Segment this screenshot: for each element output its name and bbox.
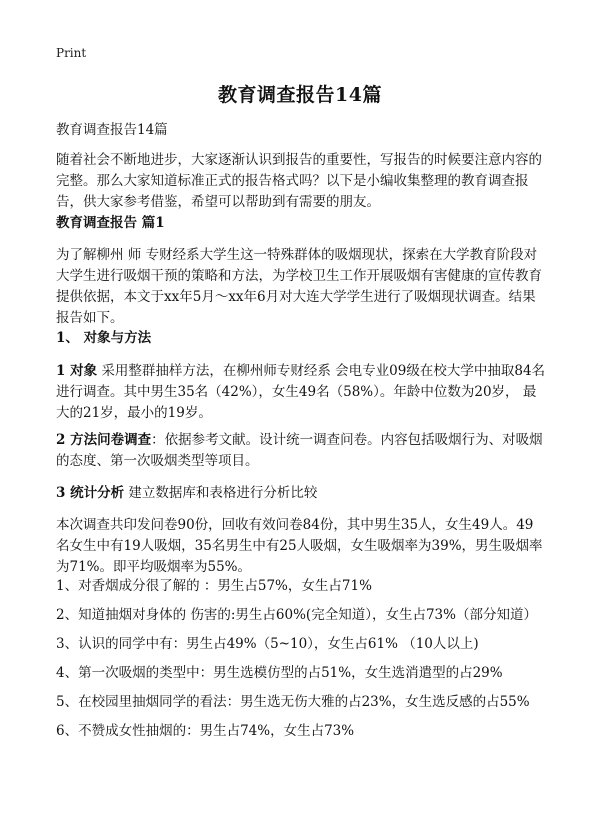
survey-text: ：依据参考文献。设计统一调查问卷。内容包括吸烟行为、对吸烟的态度、第一次吸烟类型等项目。 [56,432,543,469]
body-paragraph-1 [56,245,546,329]
statistics-paragraph [56,483,546,504]
result-list [56,576,556,750]
statistics-text: 建立数据库和表格进行分析比较 [124,485,318,501]
intro-text: 随着社会不断地进步，大家逐渐认识到报告的重要性，写报告的时候要注意内容的完整。那么大家知道标准正式的报告格式吗？以下是小编收集整理的教育调查报告，供大家参考借鉴，希望可以帮助到有需要的朋友。 [56,152,542,210]
list-item: 6、不赞成女性抽烟的：男生占74%，女生占73% [56,723,355,739]
document-title: 教育调查报告14篇 [218,84,382,106]
list-item: 5、在校园里抽烟同学的看法：男生选无伤大雅的占23%，女生选反感的占55% [56,694,530,710]
list-item: 3、认识的同学中有：男生占49%（5~10），女生占61% （10人以上) [56,636,479,652]
intro-paragraph [56,150,546,213]
list-item: 1、对香烟成分很了解的 ：男生占57%，女生占71% [56,578,372,594]
survey-lead: 2 方法问卷调查 [56,432,152,448]
subject-paragraph [56,361,546,424]
subject-lead: 1 对象 [56,363,98,379]
section-heading: 教育调查报告 篇1 [56,215,165,231]
result-text: 本次调查共印发问卷90份，回收有效问卷84份，其中男生35人，女生49人。49名女生中有19人吸烟，35名男生中有25人吸烟，女生吸烟率为39%，男生吸烟率为71%。即平均吸烟率为55%。 [56,517,543,575]
method-heading: 1、 对象与方法 [56,330,152,346]
list-item: 4、第一次吸烟的类型中：男生选模仿型的占51%，女生选消遣型的占29% [56,665,503,681]
list-item: 2、知道抽烟对身体的 伤害的:男生占60%(完全知道），女生占73%（部分知道） [56,607,537,623]
statistics-lead: 3 统计分析 [56,485,125,501]
survey-paragraph [56,430,546,472]
subject-text: 采用整群抽样方法，在柳州师专财经系 会电专业09级在校大学中抽取84名进行调查。其中男生35名（42%），女生49名（58%）。年龄中位数为20岁， 最大的21岁，最小的19岁。 [56,363,546,421]
print-label[interactable]: Print [56,46,87,60]
document-subtitle: 教育调查报告14篇 [56,122,168,138]
body-paragraph-1-text: 为了解柳州 师 专财经系大学生这一特殊群体的吸烟现状，探索在大学教育阶段对大学生进行吸烟干预的策略和方法，为学校卫生工作开展吸烟有害健康的宣传教育提供依据，本文于xx年5月～xx年6月对大连大学学生进行了吸烟现状调查。结果报告如下。 [56,247,542,326]
result-paragraph [56,515,546,578]
